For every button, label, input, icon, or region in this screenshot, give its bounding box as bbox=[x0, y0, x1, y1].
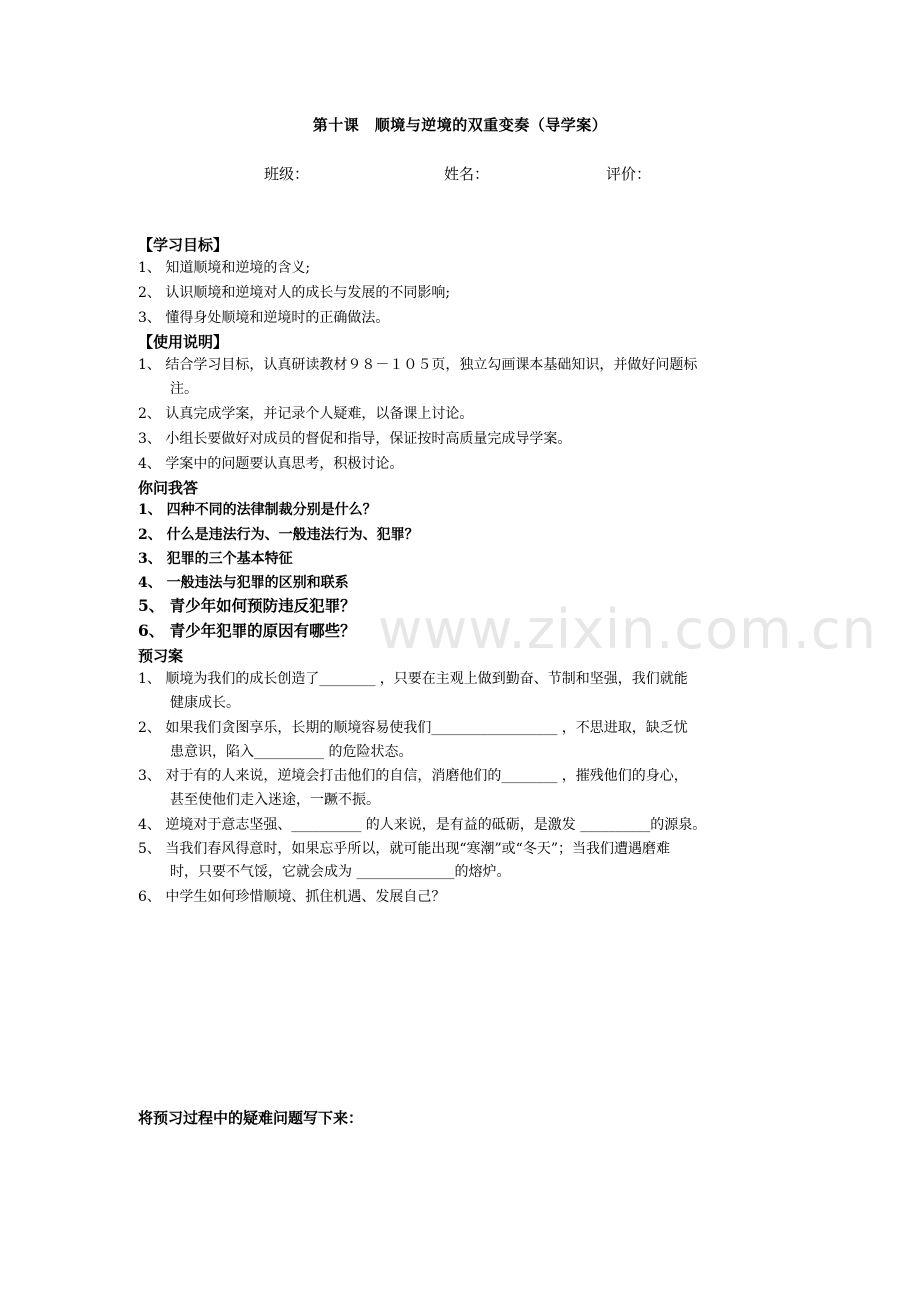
usage-item-continued: 注。 bbox=[170, 381, 198, 397]
goal-item: 2、 认识顺境和逆境对人的成长与发展的不同影响; bbox=[138, 285, 451, 301]
qa-heading: 你问我答 bbox=[138, 479, 199, 497]
usage-item: 4、 学案中的问题要认真思考，积极讨论。 bbox=[138, 456, 404, 472]
preview-item-continued: 患意识，陷入__________ 的危险状态。 bbox=[170, 744, 413, 760]
qa-item: 3、 犯罪的三个基本特征 bbox=[138, 551, 293, 567]
watermark: www.zixin.com.cn bbox=[378, 598, 877, 661]
preview-item: 3、 对于有的人来说，逆境会打击他们的自信，消磨他们的________ ，摧残他们的身心， bbox=[138, 768, 688, 784]
preview-item: 5、 当我们春风得意时，如果忘乎所以，就可能出现“寒潮”或“冬天”；当我们遭遇磨难 bbox=[138, 841, 670, 857]
qa-item: 1、 四种不同的法律制裁分别是什么？ bbox=[138, 502, 377, 518]
questions-prompt: 将预习过程中的疑难问题写下来： bbox=[138, 1109, 364, 1127]
preview-item-continued: 健康成长。 bbox=[170, 695, 240, 711]
class-label: 班级： bbox=[264, 165, 310, 183]
goals-heading: 【学习目标】 bbox=[138, 236, 229, 254]
name-label: 姓名： bbox=[444, 165, 490, 183]
preview-item: 6、 中学生如何珍惜顺境、抓住机遇、发展自己？ bbox=[138, 889, 446, 905]
preview-item: 1、 顺境为我们的成长创造了________ ，只要在主观上做到勤奋、节制和坚强，我们就能 bbox=[138, 671, 688, 687]
qa-item: 6、 青少年犯罪的原因有哪些？ bbox=[138, 621, 356, 640]
preview-item: 4、 逆境对于意志坚强、__________ 的人来说，是有益的砥砺，是激发 __________的源泉。 bbox=[138, 817, 707, 833]
qa-item: 4、 一般违法与犯罪的区别和联系 bbox=[138, 575, 349, 591]
preview-item-continued: 甚至使他们走入迷途，一蹶不振。 bbox=[170, 792, 380, 808]
preview-item: 2、 如果我们贪图享乐，长期的顺境容易使我们__________________ ，不思进取，缺乏忧 bbox=[138, 720, 688, 736]
page-title: 第十课 顺境与逆境的双重变奏（导学案） bbox=[312, 116, 608, 134]
usage-heading: 【使用说明】 bbox=[138, 333, 229, 351]
usage-item: 3、 小组长要做好对成员的督促和指导，保证按时高质量完成导学案。 bbox=[138, 431, 572, 447]
qa-item: 2、 什么是违法行为、一般违法行为、犯罪？ bbox=[138, 527, 419, 543]
qa-item: 5、 青少年如何预防违反犯罪？ bbox=[138, 596, 356, 615]
evaluation-label: 评价： bbox=[606, 165, 652, 183]
usage-item: 1、 结合学习目标，认真研读教材９８－１０５页，独立勾画课本基础知识，并做好问题标 bbox=[138, 357, 698, 373]
usage-item: 2、 认真完成学案，并记录个人疑难，以备课上讨论。 bbox=[138, 406, 474, 422]
goal-item: 1、 知道顺境和逆境的含义; bbox=[138, 260, 311, 276]
preview-heading: 预习案 bbox=[138, 647, 184, 665]
preview-item-continued: 时，只要不气馁，它就会成为 ______________的熔炉。 bbox=[170, 864, 511, 880]
goal-item: 3、 懂得身处顺境和逆境时的正确做法。 bbox=[138, 310, 390, 326]
